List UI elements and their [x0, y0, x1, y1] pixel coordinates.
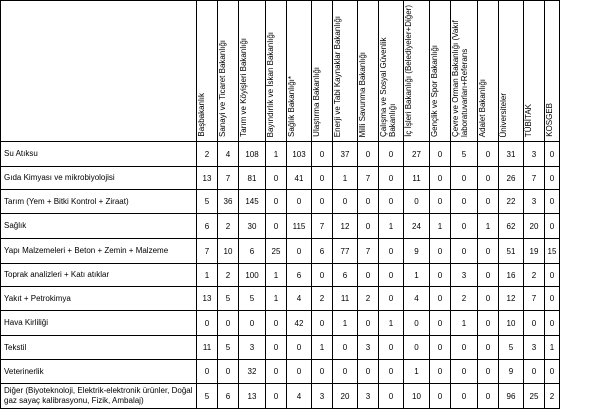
table-cell: 0: [287, 190, 312, 214]
table-cell: 7: [358, 239, 379, 264]
table-cell: 0: [451, 167, 478, 190]
table-cell: 0: [545, 142, 560, 167]
table-cell: 0: [266, 167, 287, 190]
header-corner: [1, 1, 197, 142]
table-cell: 2: [218, 264, 239, 287]
table-cell: 11: [404, 167, 430, 190]
column-header: [312, 1, 333, 142]
table-cell: 0: [287, 336, 312, 360]
table-cell: 2: [524, 264, 545, 287]
table-cell: 10: [404, 384, 430, 409]
table-cell: 0: [333, 190, 358, 214]
table-cell: 20: [333, 384, 358, 409]
table-cell: 0: [312, 360, 333, 384]
table-cell: 1: [404, 264, 430, 287]
column-header: [430, 1, 451, 142]
table-cell: 0: [358, 214, 379, 239]
table-row: [1, 167, 560, 190]
table-cell: 0: [545, 264, 560, 287]
column-header-label: Çalışma ve Sosyal Güvenlik Bakanlığı: [379, 37, 397, 137]
table-cell: 0: [545, 167, 560, 190]
table-cell: 3: [524, 190, 545, 214]
table-cell: 0: [312, 264, 333, 287]
table-cell: 42: [287, 311, 312, 336]
table-cell: 0: [430, 360, 451, 384]
table-cell: 27: [404, 142, 430, 167]
table-row: [1, 142, 560, 167]
table-cell: 13: [197, 287, 218, 311]
table-cell: 25: [524, 384, 545, 409]
table-cell: 0: [430, 287, 451, 311]
table-cell: 0: [478, 190, 499, 214]
row-label: Gıda Kimyası ve mikrobiyolojisi: [1, 167, 197, 190]
column-header-label: Enerji ve Tabi Kaynaklar Bakanlığı: [333, 15, 342, 137]
table-cell: 2: [312, 287, 333, 311]
table-cell: 22: [499, 190, 524, 214]
table-cell: 10: [218, 239, 239, 264]
table-cell: 5: [451, 142, 478, 167]
table-cell: 0: [478, 239, 499, 264]
table-cell: 0: [266, 214, 287, 239]
table-cell: 31: [499, 142, 524, 167]
table-cell: 36: [218, 190, 239, 214]
table-cell: 11: [197, 336, 218, 360]
table-cell: 3: [524, 142, 545, 167]
row-label: Diğer (Biyoteknoloji, Elektrik-elektronik ürünler, Doğal gaz sayaç kalibrasyonu, Fizik, Ambalaj): [1, 384, 197, 409]
table-cell: 7: [358, 167, 379, 190]
column-header: [358, 1, 379, 142]
table-row: [1, 311, 560, 336]
table-row: [1, 360, 560, 384]
column-header-label: Başbakanlık: [197, 93, 206, 137]
table-cell: 9: [404, 239, 430, 264]
table-cell: 0: [478, 142, 499, 167]
column-header-label: Ulaştırma Bakanlığı: [312, 67, 321, 137]
table-cell: 0: [312, 142, 333, 167]
table-cell: 37: [333, 142, 358, 167]
column-header: [218, 1, 239, 142]
table-cell: 0: [451, 190, 478, 214]
table-cell: 108: [239, 142, 266, 167]
table-cell: 100: [239, 264, 266, 287]
table-cell: 5: [197, 384, 218, 409]
table-cell: 12: [499, 287, 524, 311]
table-cell: 145: [239, 190, 266, 214]
column-header: [379, 1, 404, 142]
table-cell: 1: [379, 214, 404, 239]
table-cell: 0: [358, 190, 379, 214]
column-header: [478, 1, 499, 142]
table-cell: 0: [545, 214, 560, 239]
table-cell: 0: [451, 360, 478, 384]
table-cell: 9: [499, 360, 524, 384]
table-cell: 1: [312, 336, 333, 360]
table-cell: 0: [430, 142, 451, 167]
table-cell: 3: [312, 384, 333, 409]
table-cell: 0: [404, 311, 430, 336]
table-cell: 0: [478, 167, 499, 190]
table-cell: 0: [478, 336, 499, 360]
table-cell: 0: [430, 336, 451, 360]
table-cell: 26: [499, 167, 524, 190]
table-cell: 2: [451, 287, 478, 311]
column-header-label: TÜBİTAK: [524, 103, 533, 137]
table-cell: 0: [478, 311, 499, 336]
table-cell: 0: [358, 264, 379, 287]
table-cell: 0: [379, 264, 404, 287]
table-cell: 0: [266, 360, 287, 384]
table-cell: 0: [430, 384, 451, 409]
column-header: [287, 1, 312, 142]
table-cell: 19: [524, 239, 545, 264]
table-cell: 0: [430, 167, 451, 190]
table-cell: 25: [266, 239, 287, 264]
table-cell: 0: [451, 214, 478, 239]
row-label: Hava Kirliliği: [1, 311, 197, 336]
table-cell: 3: [524, 336, 545, 360]
row-label: Su Atıksu: [1, 142, 197, 167]
table-cell: 1: [266, 287, 287, 311]
table-cell: 7: [312, 214, 333, 239]
table-cell: 0: [218, 360, 239, 384]
table-cell: 62: [499, 214, 524, 239]
table-cell: 0: [197, 311, 218, 336]
column-header-label: Sanayi ve Ticaret Bakanlığı: [218, 40, 227, 137]
table-cell: 20: [524, 214, 545, 239]
table-cell: 6: [287, 264, 312, 287]
table-cell: 6: [333, 264, 358, 287]
table-cell: 0: [379, 360, 404, 384]
table-body: [1, 142, 560, 409]
table-cell: 30: [239, 214, 266, 239]
table-cell: 5: [239, 287, 266, 311]
column-header-label: Milli Savunma Bakanlığı: [358, 51, 367, 137]
table-cell: 0: [312, 311, 333, 336]
table-cell: 0: [545, 287, 560, 311]
table-cell: 1: [478, 214, 499, 239]
row-label: Yapı Malzemeleri + Beton + Zemin + Malzeme: [1, 239, 197, 264]
table-cell: 0: [451, 336, 478, 360]
table-cell: 1: [404, 360, 430, 384]
table-cell: 5: [218, 336, 239, 360]
column-header: [239, 1, 266, 142]
table-cell: 1: [197, 264, 218, 287]
table-cell: 10: [499, 311, 524, 336]
table-cell: 0: [404, 336, 430, 360]
table-cell: 7: [524, 287, 545, 311]
table-cell: 3: [358, 336, 379, 360]
column-header: [266, 1, 287, 142]
table-cell: 2: [197, 142, 218, 167]
table-cell: 81: [239, 167, 266, 190]
column-header: [333, 1, 358, 142]
table-cell: 0: [478, 384, 499, 409]
table-cell: 15: [545, 239, 560, 264]
column-header-label: Tarım ve Köyişleri Bakanlığı: [239, 38, 248, 137]
table-cell: 0: [358, 360, 379, 384]
table-cell: 41: [287, 167, 312, 190]
table-cell: 51: [499, 239, 524, 264]
table-cell: 0: [266, 311, 287, 336]
row-label: Tarım (Yem + Bitki Kontrol + Ziraat): [1, 190, 197, 214]
table-cell: 115: [287, 214, 312, 239]
row-label: Tekstil: [1, 336, 197, 360]
table-cell: 0: [333, 336, 358, 360]
table-cell: 32: [239, 360, 266, 384]
table-cell: 0: [451, 384, 478, 409]
table-cell: 0: [478, 287, 499, 311]
table-cell: 4: [218, 142, 239, 167]
table-cell: 0: [451, 239, 478, 264]
table-cell: 0: [358, 142, 379, 167]
table-cell: 0: [379, 167, 404, 190]
table-cell: 3: [239, 336, 266, 360]
table-cell: 0: [266, 336, 287, 360]
table-cell: 7: [218, 167, 239, 190]
table-cell: 77: [333, 239, 358, 264]
column-header-label: KOSGEB: [545, 103, 554, 137]
table-row: [1, 384, 560, 409]
table-cell: 5: [197, 190, 218, 214]
table-cell: 0: [430, 239, 451, 264]
table-cell: 6: [218, 384, 239, 409]
table-row: [1, 239, 560, 264]
table-cell: 1: [266, 142, 287, 167]
table-cell: 7: [524, 167, 545, 190]
table-row: [1, 214, 560, 239]
table-cell: 5: [218, 287, 239, 311]
table-cell: 0: [239, 311, 266, 336]
table-cell: 0: [430, 264, 451, 287]
table-cell: 0: [404, 190, 430, 214]
table-cell: 2: [218, 214, 239, 239]
table-cell: 0: [524, 360, 545, 384]
table-cell: 4: [287, 384, 312, 409]
table-cell: 0: [524, 311, 545, 336]
table-cell: 2: [358, 287, 379, 311]
table-cell: 96: [499, 384, 524, 409]
table-cell: 0: [379, 384, 404, 409]
table-cell: 0: [430, 311, 451, 336]
table-cell: 16: [499, 264, 524, 287]
table-cell: 0: [266, 190, 287, 214]
table-cell: 0: [312, 167, 333, 190]
table-cell: 7: [197, 239, 218, 264]
table-cell: 13: [197, 167, 218, 190]
table-cell: 1: [333, 311, 358, 336]
column-header: [451, 1, 478, 142]
table-cell: 0: [545, 311, 560, 336]
table-cell: 6: [312, 239, 333, 264]
table-row: [1, 336, 560, 360]
table-cell: 0: [379, 142, 404, 167]
table-cell: 0: [379, 336, 404, 360]
table-cell: 0: [197, 360, 218, 384]
row-label: Toprak analizleri + Katı atıklar: [1, 264, 197, 287]
table-row: [1, 287, 560, 311]
table-cell: 4: [287, 287, 312, 311]
table-cell: 1: [333, 167, 358, 190]
row-label: Sağlık: [1, 214, 197, 239]
table-cell: 2: [545, 384, 560, 409]
column-header: [545, 1, 560, 142]
column-header: [499, 1, 524, 142]
table-cell: 0: [545, 190, 560, 214]
column-header-label: Sağlık Bakanlığı*: [287, 76, 296, 137]
table-cell: 0: [266, 384, 287, 409]
header-row: [1, 1, 560, 142]
table-cell: 24: [404, 214, 430, 239]
table-cell: 0: [379, 190, 404, 214]
table-cell: 13: [239, 384, 266, 409]
column-header: [524, 1, 545, 142]
column-header-label: Çevre ve Orman Bakanlığı (Vakıf laboratuvarları+Referans: [451, 20, 469, 137]
table-cell: 4: [404, 287, 430, 311]
column-header: [197, 1, 218, 142]
column-header-label: Adalet Bakanlığı: [478, 78, 487, 137]
column-header-label: İç İşleri Bakanlığı (Belediyeler+Diğer): [404, 5, 413, 137]
table-cell: 0: [430, 190, 451, 214]
table-row: [1, 190, 560, 214]
table-cell: 0: [379, 287, 404, 311]
table-cell: 0: [545, 360, 560, 384]
table-cell: 0: [287, 239, 312, 264]
table-cell: 0: [333, 360, 358, 384]
table-cell: 1: [451, 311, 478, 336]
table-cell: 0: [478, 264, 499, 287]
table-cell: 103: [287, 142, 312, 167]
table-cell: 0: [312, 190, 333, 214]
table-row: [1, 264, 560, 287]
table-cell: 0: [358, 311, 379, 336]
table-cell: 6: [239, 239, 266, 264]
table-cell: 5: [499, 336, 524, 360]
row-label: Veterinerlik: [1, 360, 197, 384]
table-cell: 6: [197, 214, 218, 239]
table-cell: 0: [379, 239, 404, 264]
column-header-label: Gençlik ve Spor Bakanlığı: [430, 44, 439, 137]
column-header-label: Bayındırlık ve İskan Bakanlığı: [266, 31, 275, 137]
table-cell: 1: [379, 311, 404, 336]
table-cell: 1: [266, 264, 287, 287]
table-cell: 3: [358, 384, 379, 409]
column-header: [404, 1, 430, 142]
table-cell: 0: [218, 311, 239, 336]
table-cell: 3: [451, 264, 478, 287]
row-label: Yakıt + Petrokimya: [1, 287, 197, 311]
table-cell: 12: [333, 214, 358, 239]
column-header-label: Üniversiteler: [499, 92, 508, 137]
table-cell: 1: [430, 214, 451, 239]
table-cell: 11: [333, 287, 358, 311]
table-cell: 0: [287, 360, 312, 384]
table-cell: 0: [478, 360, 499, 384]
table-cell: 1: [545, 336, 560, 360]
